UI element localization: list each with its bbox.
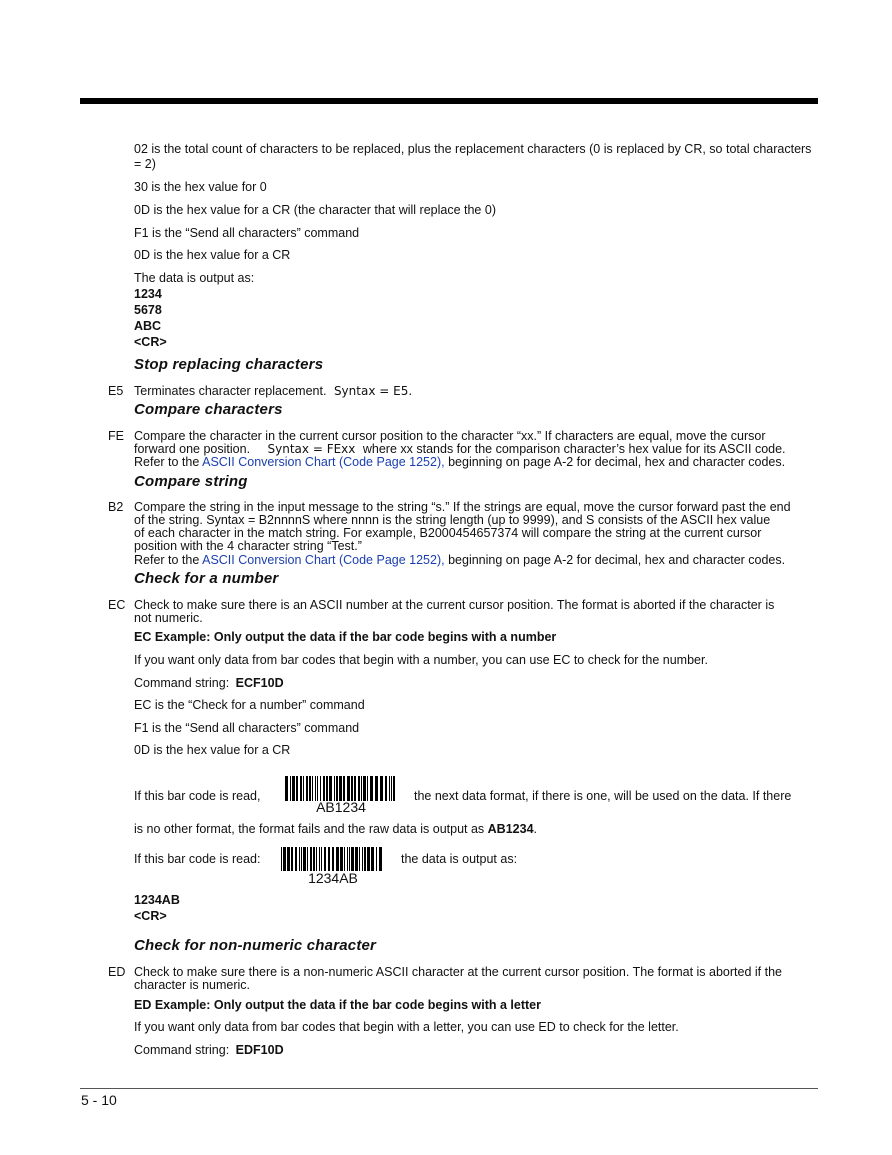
barcode-label: 1234AB xyxy=(308,870,358,886)
ed-command-string xyxy=(134,1043,818,1058)
bc1-suffix: the next data format, if there is one, will be used on the data. If there xyxy=(414,789,792,803)
barcode-label: AB1234 xyxy=(316,799,366,815)
compare-string-line-4: position with the 4 character string “Test.” xyxy=(134,539,362,553)
ed-example-text: If you want only data from bar codes that begin with a letter, you can use ED to check for the letter. xyxy=(134,1020,679,1034)
bc2-output-1: 1234AB xyxy=(134,893,180,907)
refer-suffix: beginning on page A-2 for decimal, hex and character codes. xyxy=(444,553,786,567)
intro-paragraph-4: F1 is the “Send all characters” command xyxy=(134,226,360,240)
command-value: ECF10D xyxy=(235,676,284,690)
output-line-3: ABC xyxy=(134,319,162,333)
bc2-output-2: <CR> xyxy=(134,909,167,923)
stop-replacing-text xyxy=(134,384,818,399)
bc1-prefix: If this bar code is read, xyxy=(134,789,261,803)
code-ed: ED xyxy=(108,965,126,979)
output-line-4: <CR> xyxy=(134,335,167,349)
ascii-chart-link[interactable]: ASCII Conversion Chart (Code Page 1252), xyxy=(202,455,445,469)
output-intro: The data is output as: xyxy=(134,271,255,285)
compare-string-line-1: Compare the string in the input message to the string “s.” If the strings are equal, move the cursor forward past the end xyxy=(134,500,791,514)
output-line-2: 5678 xyxy=(134,303,162,317)
ec-example-text: If you want only data from bar codes that begin with a number, you can use EC to check for the number. xyxy=(134,653,708,667)
intro-paragraph-1: 02 is the total count of characters to be replaced, plus the replacement characters (0 is replaced by CR, so total characters = 2) xyxy=(134,142,812,171)
heading-stop-replacing: Stop replacing characters xyxy=(134,356,324,373)
compare-string-line-2: of the string. Syntax = B2nnnnS where nnnn is the string length (up to 9999), and S consists of the ASCII hex value xyxy=(134,513,771,527)
page-number: 5 - 10 xyxy=(81,1092,117,1108)
ed-example-title: ED Example: Only output the data if the bar code begins with a letter xyxy=(134,998,542,1012)
ec-explain-1: EC is the “Check for a number” command xyxy=(134,698,365,712)
command-label: Command string: xyxy=(134,1043,230,1057)
code-e5: E5 xyxy=(108,384,124,398)
code-b2: B2 xyxy=(108,500,124,514)
check-number-line-2: not numeric. xyxy=(134,611,203,625)
barcode-bars-icon xyxy=(282,776,400,801)
barcode-1234ab[interactable] xyxy=(278,847,388,887)
compare-string-refer xyxy=(134,553,818,568)
bc2-prefix: If this bar code is read: xyxy=(134,852,261,866)
compare-characters-line-2b: where xx stands for the comparison character’s hex value for its ASCII code. xyxy=(362,442,786,456)
code-ec: EC xyxy=(108,598,126,612)
code-fe: FE xyxy=(108,429,124,443)
heading-check-number: Check for a number xyxy=(134,570,279,587)
header-rule xyxy=(80,98,818,104)
stop-replacing-description: Terminates character replacement. xyxy=(134,384,327,398)
stop-replacing-syntax: Syntax = E5. xyxy=(333,384,413,398)
refer-prefix: Refer to the xyxy=(134,455,203,469)
heading-check-nonnumeric: Check for non-numeric character xyxy=(134,937,377,954)
check-number-line-1: Check to make sure there is an ASCII number at the current cursor position. The format is aborted if the character is xyxy=(134,598,775,612)
ec-explain-2: F1 is the “Send all characters” command xyxy=(134,721,360,735)
bc1-cont-prefix: is no other format, the format fails and the raw data is output as xyxy=(134,822,488,836)
command-value: EDF10D xyxy=(235,1043,284,1057)
bc1-cont-value: AB1234 xyxy=(487,822,534,836)
ec-explain-3: 0D is the hex value for a CR xyxy=(134,743,291,757)
command-label: Command string: xyxy=(134,676,230,690)
compare-string-line-3: of each character in the match string. For example, B2000454657374 will compare the string at the current cursor xyxy=(134,526,762,540)
ec-command-string xyxy=(134,676,818,691)
barcode-ab1234[interactable] xyxy=(282,776,400,816)
ec-example-title: EC Example: Only output the data if the bar code begins with a number xyxy=(134,630,557,644)
compare-characters-refer xyxy=(134,455,818,470)
output-line-1: 1234 xyxy=(134,287,162,301)
intro-paragraph-5: 0D is the hex value for a CR xyxy=(134,248,291,262)
intro-paragraph-3: 0D is the hex value for a CR (the character that will replace the 0) xyxy=(134,203,496,217)
bc1-cont-end: . xyxy=(533,822,538,836)
ascii-chart-link[interactable]: ASCII Conversion Chart (Code Page 1252), xyxy=(202,553,445,567)
compare-characters-line-2a: forward one position. xyxy=(134,442,251,456)
intro-paragraph-2: 30 is the hex value for 0 xyxy=(134,180,267,194)
compare-characters-syntax: Syntax = FExx xyxy=(267,442,356,456)
bc1-continuation xyxy=(134,822,818,837)
check-nonnumeric-line-2: character is numeric. xyxy=(134,978,251,992)
heading-compare-string: Compare string xyxy=(134,473,248,490)
bc2-suffix: the data is output as: xyxy=(401,852,518,866)
refer-suffix: beginning on page A-2 for decimal, hex and character codes. xyxy=(444,455,786,469)
heading-compare-characters: Compare characters xyxy=(134,401,283,418)
compare-characters-line-1: Compare the character in the current cursor position to the character “xx.” If characters are equal, move the cursor xyxy=(134,429,766,443)
footer-rule xyxy=(80,1088,818,1089)
check-nonnumeric-line-1: Check to make sure there is a non-numeric ASCII character at the current cursor position. The format is aborted if the xyxy=(134,965,782,979)
barcode-bars-icon xyxy=(278,847,388,871)
refer-prefix: Refer to the xyxy=(134,553,203,567)
